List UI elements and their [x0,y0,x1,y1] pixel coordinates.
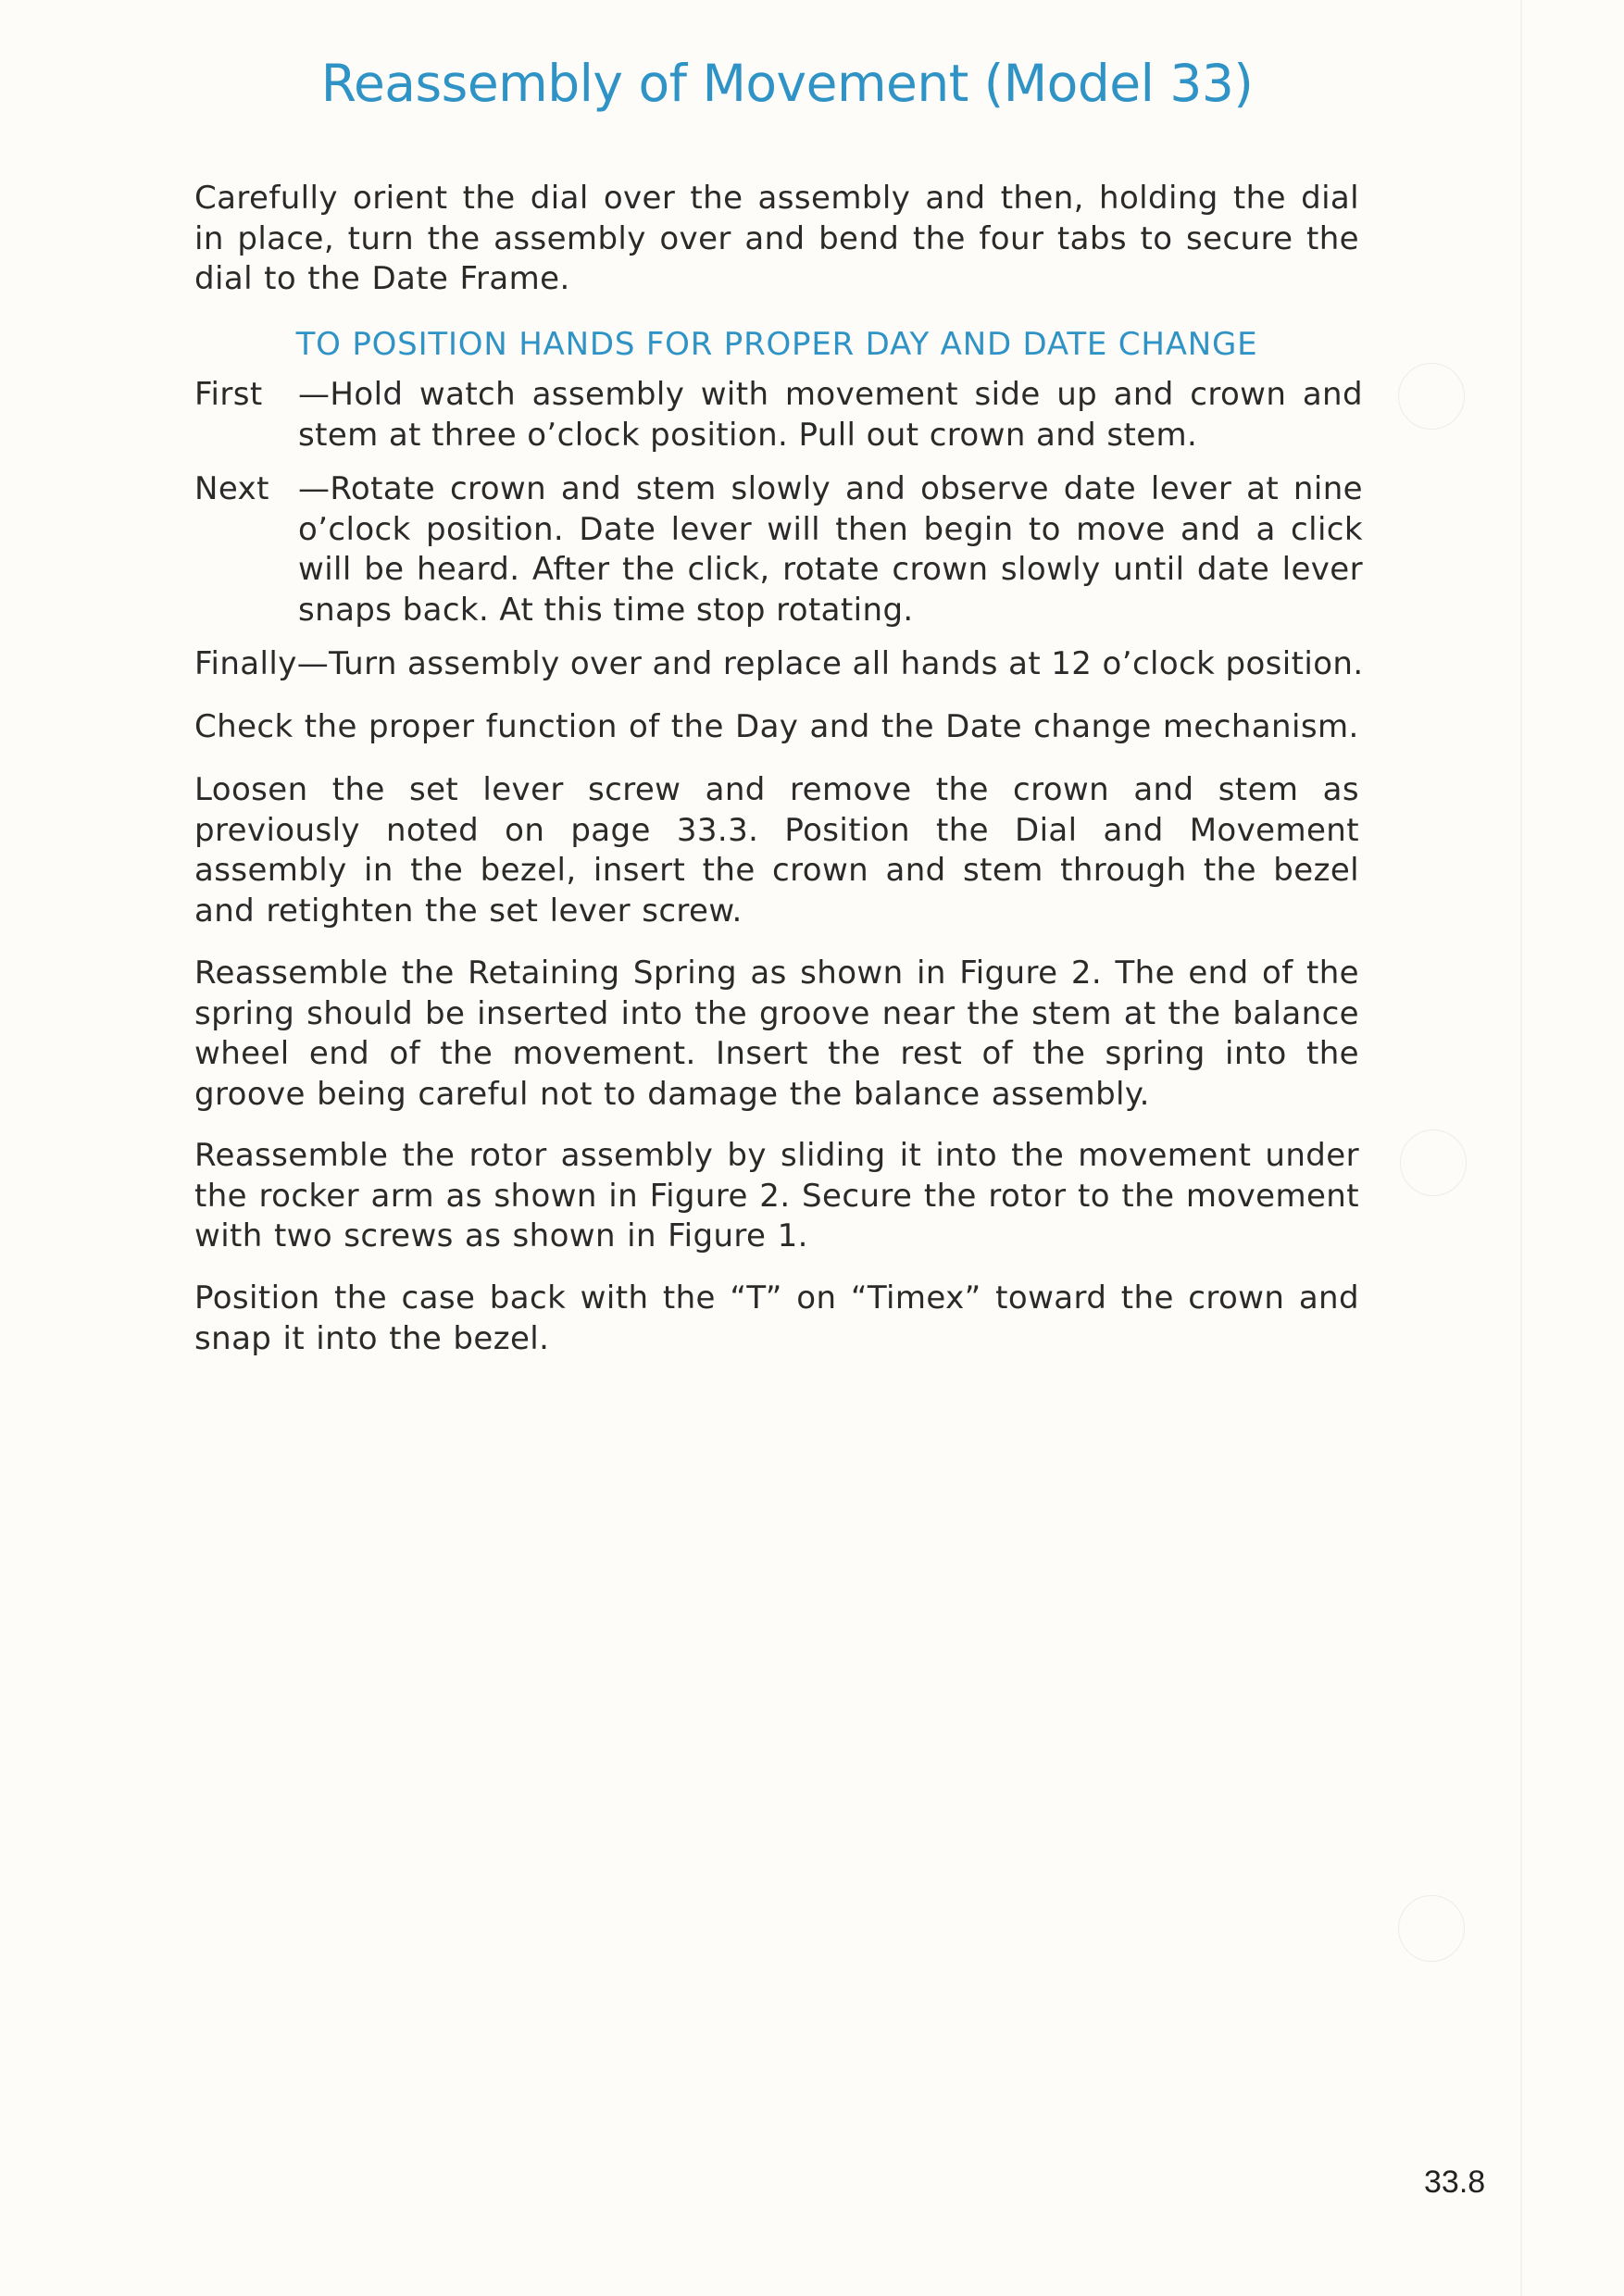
paragraph-retaining-spring: Reassemble the Retaining Spring as shown in Figure 2. The end of the spring should be inserted into the groove near the stem at the balance wheel end of the movement. Insert the rest of the spring into the groove being careful not to damage the balance assembly. [194,955,1359,1113]
punch-hole [1400,1129,1467,1196]
paragraph-loosen-screw: Loosen the set lever screw and remove the crown and stem as previously noted on page 33.3. Position the Dial and Movement assembly in the bezel, insert the crown and stem through the bezel and retighten the set lever screw. [194,771,1359,930]
step-first [194,375,1363,455]
section-heading: TO POSITION HANDS FOR PROPER DAY AND DATE CHANGE [295,326,1258,363]
punch-hole [1398,1895,1465,1962]
step-label: Finally [194,645,297,682]
paragraph-case-back: Position the case back with the “T” on “Timex” toward the crown and snap it into the bezel. [194,1279,1359,1357]
step-next [194,469,1363,630]
step-text: —Rotate crown and stem slowly and observe date lever at nine o’clock position. Date lever will then begin to move and a click will be heard. After the click, rotate crown slowly until date lever snaps back. At this time stop rotating. [298,470,1363,629]
paragraph-check-function: Check the proper function of the Day and the Date change mechanism. [194,708,1359,745]
page-title: Reassembly of Movement (Model 33) [320,54,1254,113]
step-text: —Hold watch assembly with movement side up and crown and stem at three o’clock position. Pull out crown and stem. [298,376,1363,454]
step-label: Next [194,470,269,507]
punch-hole [1398,363,1465,430]
step-text: —Turn assembly over and replace all hands at 12 o’clock position. [296,645,1364,682]
paragraph-rotor-assembly: Reassemble the rotor assembly by sliding it into the movement under the rocker arm as shown in Figure 2. Secure the rotor to the movement with two screws as shown in Figure 1. [194,1137,1359,1254]
page-number: 33.8 [1424,2165,1486,2200]
step-finally [194,644,1363,685]
step-label: First [194,376,263,413]
intro-paragraph: Carefully orient the dial over the assembly and then, holding the dial in place, turn the assembly over and bend the four tabs to secure the dial to the Date Frame. [194,180,1359,297]
page-edge-rule [1520,0,1522,2296]
